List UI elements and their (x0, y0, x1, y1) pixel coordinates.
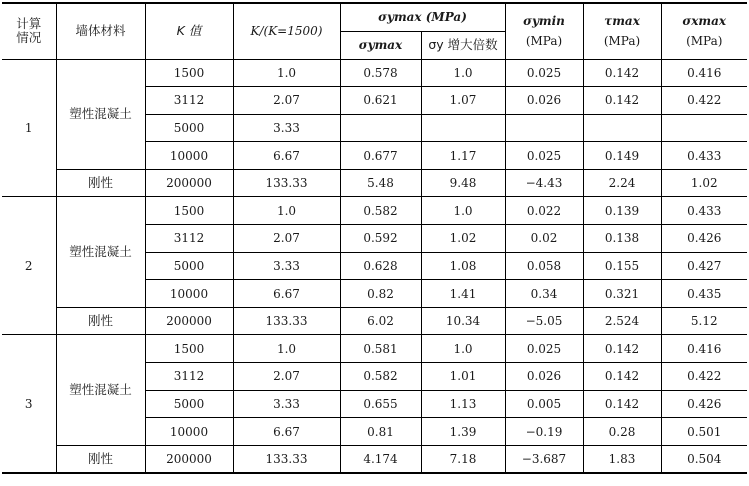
data-cell: 0.155 (583, 252, 661, 280)
header-tau-max-unit: (MPa) (603, 34, 641, 49)
header-sigma-xmax-unit: (MPa) (686, 34, 723, 49)
case-number-cell: 1 (2, 59, 56, 197)
table-row (2, 197, 747, 225)
header-material: 墙体材料 (56, 3, 145, 59)
data-cell: 1.17 (421, 142, 505, 170)
material-cell-rigid: 刚性 (56, 169, 145, 197)
data-cell: 0.426 (661, 390, 747, 418)
data-cell: 0.321 (583, 280, 661, 308)
header-sigma-xmax-symbol: σxmax (682, 14, 727, 29)
header-k-value (145, 3, 233, 59)
data-cell: 3.33 (233, 390, 340, 418)
data-cell: 10000 (145, 280, 233, 308)
header-sigma-ymin-symbol: σymin (523, 14, 565, 29)
case-number-cell: 3 (2, 335, 56, 473)
data-cell: 0.022 (505, 197, 583, 225)
data-cell: 0.655 (340, 390, 421, 418)
data-cell: 1.0 (421, 59, 505, 87)
data-cell: 0.142 (583, 59, 661, 87)
data-cell: 2.524 (583, 307, 661, 335)
data-cell: 5.12 (661, 307, 747, 335)
table-row-rigid (2, 307, 747, 335)
data-cell: 0.02 (505, 225, 583, 253)
data-cell: 0.592 (340, 225, 421, 253)
data-cell: 0.504 (661, 445, 747, 473)
data-cell: 0.025 (505, 59, 583, 87)
data-cell: 4.174 (340, 445, 421, 473)
data-cell: −4.43 (505, 169, 583, 197)
header-sigma-ymax-text: σymax (358, 38, 403, 52)
data-cell (583, 114, 661, 142)
header-sigma-ymin (505, 3, 583, 59)
data-cell: 133.33 (233, 445, 340, 473)
data-cell: 0.142 (583, 335, 661, 363)
data-cell: 3.33 (233, 114, 340, 142)
data-cell: 0.422 (661, 363, 747, 391)
data-cell: 1.02 (421, 225, 505, 253)
data-cell: 200000 (145, 307, 233, 335)
data-cell: 0.058 (505, 252, 583, 280)
header-sigma-ymax-group (340, 3, 505, 31)
data-cell: 0.28 (583, 418, 661, 446)
data-cell: 0.142 (583, 363, 661, 391)
data-cell: 0.416 (661, 335, 747, 363)
data-cell: 1500 (145, 335, 233, 363)
data-cell: 1500 (145, 197, 233, 225)
header-tau-max-symbol: τmax (604, 14, 640, 29)
material-cell: 塑性混凝土 (56, 59, 145, 169)
data-cell: 1.0 (421, 197, 505, 225)
data-cell: 6.67 (233, 142, 340, 170)
data-cell: 0.422 (661, 87, 747, 115)
data-cell: −3.687 (505, 445, 583, 473)
data-cell: 2.24 (583, 169, 661, 197)
data-cell: 1500 (145, 59, 233, 87)
data-cell: 1.13 (421, 390, 505, 418)
data-cell: 1.83 (583, 445, 661, 473)
data-cell: 0.34 (505, 280, 583, 308)
data-cell: 0.433 (661, 142, 747, 170)
data-cell: 1.0 (233, 59, 340, 87)
data-cell (505, 114, 583, 142)
table-row (2, 335, 747, 363)
data-cell: 0.578 (340, 59, 421, 87)
data-cell: 6.02 (340, 307, 421, 335)
material-cell-rigid: 刚性 (56, 307, 145, 335)
data-cell: 0.628 (340, 252, 421, 280)
data-cell: 0.582 (340, 363, 421, 391)
header-k-ratio: K/(K=1500) (233, 3, 340, 59)
data-cell: 0.82 (340, 280, 421, 308)
data-cell: 0.621 (340, 87, 421, 115)
data-cell: 7.18 (421, 445, 505, 473)
table-body (2, 59, 747, 473)
data-cell: 5.48 (340, 169, 421, 197)
data-cell: 2.07 (233, 87, 340, 115)
data-cell: 10000 (145, 142, 233, 170)
data-cell: 0.025 (505, 142, 583, 170)
data-cell: 1.41 (421, 280, 505, 308)
case-number-cell: 2 (2, 197, 56, 335)
data-cell: 3112 (145, 87, 233, 115)
stress-results-table (2, 2, 747, 474)
data-cell: 0.416 (661, 59, 747, 87)
data-cell: 1.0 (233, 197, 340, 225)
data-cell: 9.48 (421, 169, 505, 197)
material-cell: 塑性混凝土 (56, 335, 145, 445)
data-cell: 2.07 (233, 225, 340, 253)
data-cell: 0.501 (661, 418, 747, 446)
data-cell: 5000 (145, 114, 233, 142)
header-sigma-xmax (661, 3, 747, 59)
data-cell: 0.581 (340, 335, 421, 363)
data-cell: 1.39 (421, 418, 505, 446)
table-row-rigid (2, 445, 747, 473)
data-cell: 200000 (145, 169, 233, 197)
data-cell: 0.142 (583, 87, 661, 115)
data-cell: 0.026 (505, 363, 583, 391)
data-cell: 1.0 (233, 335, 340, 363)
data-cell: 0.582 (340, 197, 421, 225)
data-cell (661, 114, 747, 142)
header-sigma-y-increase: σy 增大倍数 (421, 31, 505, 59)
data-cell: 0.142 (583, 390, 661, 418)
data-cell: 0.435 (661, 280, 747, 308)
header-k-text: K 值 (176, 23, 202, 39)
data-cell: 0.81 (340, 418, 421, 446)
data-cell: 0.149 (583, 142, 661, 170)
data-cell: 0.139 (583, 197, 661, 225)
data-cell: 10.34 (421, 307, 505, 335)
data-cell: 1.07 (421, 87, 505, 115)
data-cell: 0.427 (661, 252, 747, 280)
header-sigma-ymax (340, 31, 421, 59)
header-tau-max (583, 3, 661, 59)
data-cell: 5000 (145, 252, 233, 280)
data-cell: 0.677 (340, 142, 421, 170)
data-cell: 3.33 (233, 252, 340, 280)
data-cell: 200000 (145, 445, 233, 473)
data-cell: 133.33 (233, 169, 340, 197)
header-sigma-ymax-group-text: σymax (MPa) (378, 10, 467, 25)
data-cell: 0.005 (505, 390, 583, 418)
data-cell: 0.026 (505, 87, 583, 115)
data-cell: 5000 (145, 390, 233, 418)
data-cell: 0.025 (505, 335, 583, 363)
data-cell: 3112 (145, 363, 233, 391)
data-cell (340, 114, 421, 142)
data-cell: 1.0 (421, 335, 505, 363)
data-cell: 0.433 (661, 197, 747, 225)
data-cell: 6.67 (233, 280, 340, 308)
data-cell: 133.33 (233, 307, 340, 335)
data-cell: 1.08 (421, 252, 505, 280)
data-cell: 10000 (145, 418, 233, 446)
header-sigma-ymin-unit: (MPa) (525, 34, 563, 49)
table-row (2, 59, 747, 87)
header-case: 计算 情况 (2, 3, 56, 59)
material-cell: 塑性混凝土 (56, 197, 145, 307)
data-cell: 1.02 (661, 169, 747, 197)
data-cell: 2.07 (233, 363, 340, 391)
data-cell: 0.426 (661, 225, 747, 253)
data-cell: 0.138 (583, 225, 661, 253)
data-cell: 6.67 (233, 418, 340, 446)
data-cell (421, 114, 505, 142)
data-cell: 3112 (145, 225, 233, 253)
material-cell-rigid: 刚性 (56, 445, 145, 473)
data-cell: −0.19 (505, 418, 583, 446)
data-cell: −5.05 (505, 307, 583, 335)
table-row-rigid (2, 169, 747, 197)
data-cell: 1.01 (421, 363, 505, 391)
